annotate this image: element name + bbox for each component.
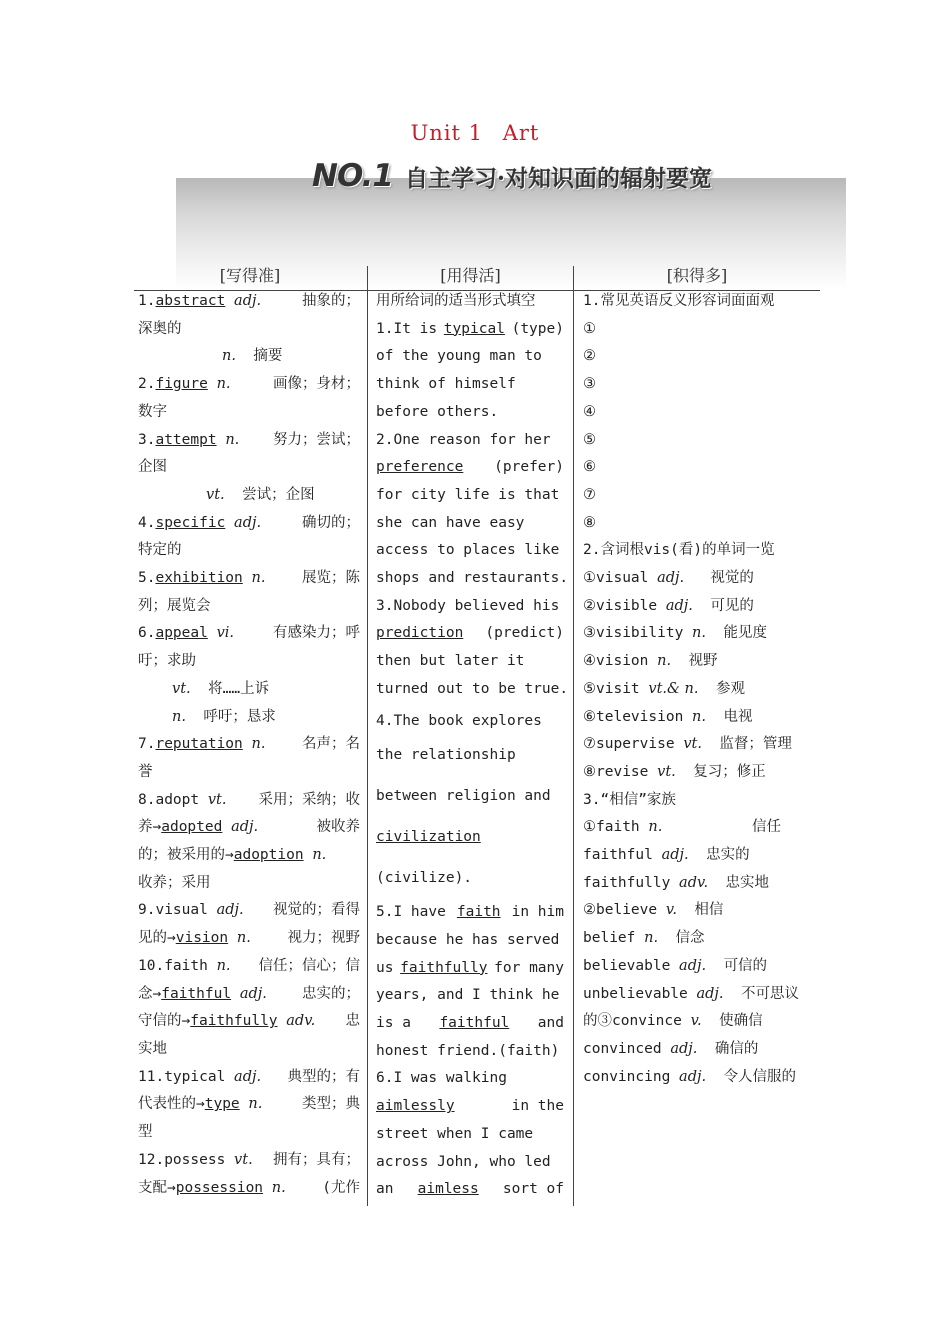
list-item: ③visibility n. 能见度 bbox=[583, 625, 767, 642]
list-item: ⑦supervise vt. 监督；管理 bbox=[583, 736, 792, 753]
list-item: ⑧revise vt. 复习；修正 bbox=[583, 763, 766, 780]
list-item: convinced adj. 确信的 bbox=[583, 1040, 759, 1057]
answer-blank: civilization bbox=[376, 829, 481, 846]
answer-blank: figure bbox=[155, 376, 208, 393]
list-item: ② bbox=[583, 348, 596, 365]
list-item: 11.typical adj. 典型的；有 bbox=[138, 1068, 360, 1085]
list-item: 10.faith n. 信任；信心；信 bbox=[138, 957, 360, 974]
section-heading bbox=[0, 158, 950, 194]
exercise-column: 用所给词的适当形式填空 1.It is typical (type) of the young man to think of himself before others. 2.One reason for her preference (prefer) for city life is that she can have easy access to places like shops and restaurants. 3.Nobody believed his prediction (predict) then but later it turned out to be true. 4.The book explores the relationship between religion and civilization (civilize). 5.I have faith in him because he has served us faithfully for many years, and I think he is a faithful and honest friend.(faith) 6.I was walking aimlessly in the street when I came across John, who led an aimless sort of bbox=[376, 288, 564, 1204]
section-subheading: 3.“相信”家族 bbox=[583, 791, 676, 808]
answer-blank: faithful bbox=[439, 1015, 510, 1032]
answer-blank: aimless bbox=[417, 1181, 479, 1198]
list-item: ⑤ bbox=[583, 431, 596, 448]
list-item: 4.The book explores bbox=[376, 712, 542, 729]
unit-topic: Art bbox=[502, 121, 540, 145]
answer-blank: attempt bbox=[155, 431, 217, 448]
list-item: ①faith n. 信任 bbox=[583, 819, 781, 836]
list-item: ①visual adj. 视觉的 bbox=[583, 570, 754, 587]
list-item: 3.attempt n. 努力；尝试； bbox=[138, 431, 360, 448]
answer-blank: faithfully bbox=[400, 959, 488, 976]
answer-blank: prediction bbox=[376, 625, 464, 642]
list-item: 12.possess vt. 拥有；具有； bbox=[138, 1151, 360, 1168]
answer-blank: exhibition bbox=[155, 570, 243, 587]
list-item: 6.I was walking bbox=[376, 1070, 507, 1087]
list-item: ⑥ bbox=[583, 459, 596, 476]
list-item: ③ bbox=[583, 376, 596, 393]
accumulation-column bbox=[583, 288, 817, 1091]
list-item: 9.visual adj. 视觉的；看得 bbox=[138, 902, 360, 919]
list-item: ②visible adj. 可见的 bbox=[583, 597, 754, 614]
answer-blank: adoption bbox=[233, 847, 304, 864]
list-item: 2.One reason for her bbox=[376, 431, 551, 448]
list-item: convincing adj. 令人信服的 bbox=[583, 1068, 797, 1085]
answer-blank: specific bbox=[155, 514, 226, 531]
column-divider-2 bbox=[573, 266, 574, 1206]
list-item: believable adj. 可信的 bbox=[583, 957, 768, 974]
list-item: 5.I have faith in him bbox=[376, 899, 564, 927]
list-item: 3.Nobody believed his bbox=[376, 597, 560, 614]
list-item: unbelievable adj. 不可思议 bbox=[583, 985, 800, 1002]
list-item: 的③convince v. 使确信 bbox=[583, 1013, 763, 1030]
list-item: ⑧ bbox=[583, 514, 596, 531]
list-item: ① bbox=[583, 320, 596, 337]
section-title: 自主学习·对知识面的辐射要宽 bbox=[404, 165, 712, 192]
list-item: 1.abstract adj. 抽象的； bbox=[138, 293, 360, 309]
answer-blank: vision bbox=[175, 930, 229, 947]
answer-blank: type bbox=[204, 1096, 240, 1113]
answer-blank: abstract bbox=[155, 293, 226, 309]
list-item: 4.specific adj. 确切的； bbox=[138, 514, 360, 531]
answer-blank: aimlessly bbox=[376, 1098, 455, 1115]
list-item: ④vision n. 视野 bbox=[583, 653, 718, 670]
answer-blank: faith bbox=[456, 904, 501, 921]
list-item: faithfully adv. 忠实地 bbox=[583, 874, 770, 891]
unit-title bbox=[0, 121, 950, 145]
vocabulary-column: 1.abstract adj. 抽象的； 深奥的 n. 摘要 2.figure n. 画像；身材； 数字 3.attempt n. 努力；尝试； 企图 vt. 尝试；企图 4.specific adj. 确切的； 特定的 5.exhibition n. 展览；陈 列；展览会 6.appeal vi. 有感染力；呼 吁；求助 vt. 将……上诉 n. 呼吁；恳求 7.reputation n. 名声；名 誉 8.adopt vt. 采用；采纳；收 养→adopted adj. 被收养 的；被采用的→adoption n. 收养；采用 9.visual adj. 视觉的；看得 见的→vision n. 视力；视野 10.faith n. 信任；信心；信 念→faithful adj. 忠实的； 守信的→faithfully adv. 忠 实地 11.typical adj. 典型的；有 代表性的→type n. 类型；典 型 12.possess vt. 拥有；具有； 支配→possession n. (尤作 bbox=[138, 288, 360, 1202]
list-item: ②believe v. 相信 bbox=[583, 902, 724, 919]
column-header-3: [积得多] bbox=[666, 266, 728, 285]
list-item: ④ bbox=[583, 403, 596, 420]
column-header-1: [写得准] bbox=[219, 266, 281, 285]
section-number: NO.1 bbox=[312, 158, 393, 194]
answer-blank: faithful bbox=[161, 985, 232, 1002]
list-item: ⑦ bbox=[583, 486, 596, 503]
unit-label: Unit 1 bbox=[410, 121, 484, 145]
list-item: 2.figure n. 画像；身材； bbox=[138, 376, 360, 393]
answer-blank: adopted bbox=[161, 819, 223, 836]
answer-blank: reputation bbox=[155, 736, 243, 753]
list-item: belief n. 信念 bbox=[583, 930, 705, 947]
section-subheading: 2.含词根vis(看)的单词一览 bbox=[583, 542, 775, 559]
list-item: 5.exhibition n. 展览；陈 bbox=[138, 570, 360, 587]
list-item: faithful adj. 忠实的 bbox=[583, 847, 750, 864]
column-header-2: [用得活] bbox=[440, 266, 501, 285]
list-item: 6.appeal vi. 有感染力；呼 bbox=[138, 625, 360, 642]
answer-blank: possession bbox=[175, 1179, 264, 1196]
answer-blank: typical bbox=[443, 320, 505, 337]
list-item: ⑤visit vt.& n. 参观 bbox=[583, 680, 745, 697]
answer-blank: preference bbox=[376, 459, 464, 476]
list-item: 1.It is typical (type) bbox=[376, 316, 564, 344]
section-subheading: 1.常见英语反义形容词面面观 bbox=[583, 293, 775, 309]
answer-blank: faithfully bbox=[190, 1013, 278, 1030]
exercise-instructions: 用所给词的适当形式填空 bbox=[376, 293, 536, 309]
list-item: 7.reputation n. 名声；名 bbox=[138, 736, 360, 753]
list-item: 8.adopt vt. 采用；采纳；收 bbox=[138, 791, 360, 808]
answer-blank: appeal bbox=[155, 625, 208, 642]
column-divider-1 bbox=[367, 266, 368, 1206]
list-item: ⑥television n. 电视 bbox=[583, 708, 753, 725]
